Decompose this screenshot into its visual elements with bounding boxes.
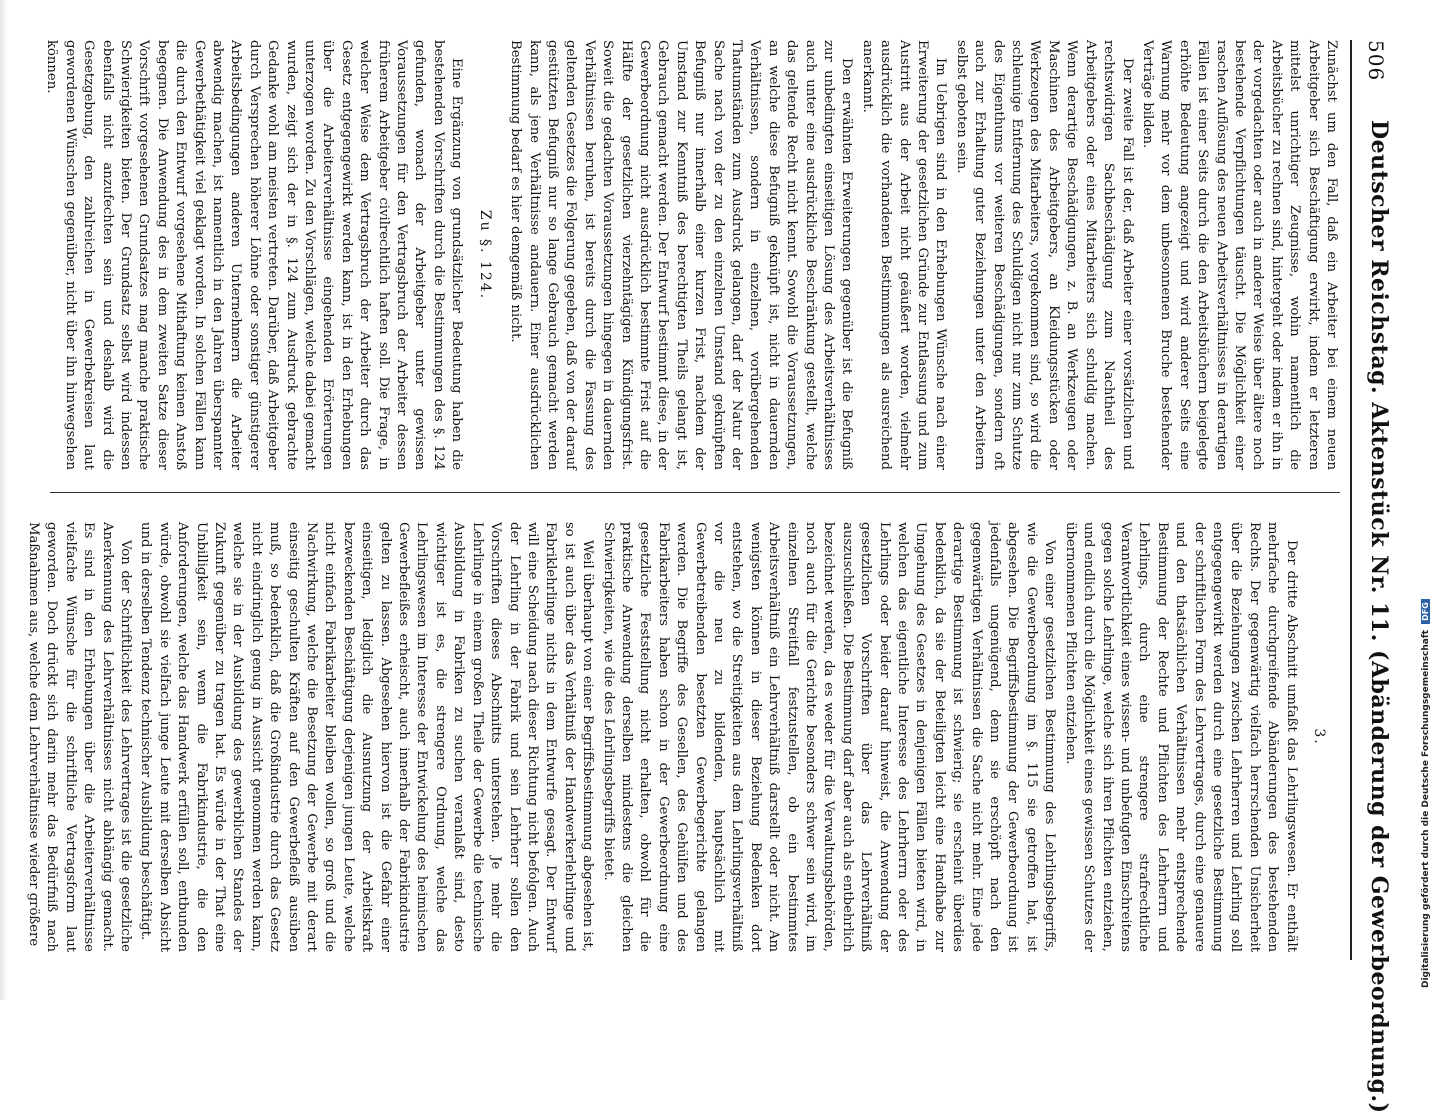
header-rule [1350, 40, 1352, 960]
rotated-document-page [16, 0, 1416, 1114]
left-paragraph-2: Der zweite Fall ist der, daß Arbeiter einer vorsätzlichen und rechtswidrigen Sachbeschädigung zum Nachtheil des Arbeitgebers oder eines Mitarbeiters sich schuldig machen. Wenn derartige Beschädigungen, z. B. an Werkzeugen oder Maschinen des Arbeitgebers, an Kleidungsstücken oder Werkzeugen des Mitarbeiters, vorgekommen sind, so wird die schleunige Entfernung des Schuldigen nicht nur zum Schutze des Eigenthums vor weiteren Beschädigungen, sondern oft auch zur Erhaltung guter Beziehungen unter den Arbeitern selbst geboten sein. [953, 40, 1135, 470]
right-paragraph-2: Von einer gesetzlichen Bestimmung des Lehrlingsbegriffs, wie die Gewerbeordnung im §. 115 sie getroffen hat, ist abgesehen. Die Begriffsbestimmung der Gewerbeordnung ist jedenfalls ungenügend, denn sie erschöpft nach den gegenwärtigen Verhältnissen die Sache nicht mehr. Eine jede derartige Bestimmung ist schwierig; sie erscheint überdies bedenklich, da sie der Beteiligten leicht eine Handhabe zur Umgehung des Gesetzes in denjenigen Fällen bieten wird, in welchen das eigentliche Interesse des Lehrherrn oder des Lehrlings oder beider darauf hinweist, die Anwendung der gesetzlichen Vorschriften über das Lehrverhältniß auszuschließen. Die Bestimmung darf aber auch als entbehrlich bezeichnet werden, da es weder für die Verwaltungsbehörden, noch auch für die Gerichte besonders schwer sein wird, im einzelnen Streitfall festzustellen, ob ein bestimmtes Arbeitsverhältniß ein Lehrverhältniß darstellt oder nicht. Am wenigsten können in dieser Beziehung Bedenken dort entstehen, wo die Streitigkeiten aus dem Lehrlingsverhältniß vor die neu zu bildenden, hauptsächlich mit Gewerbetreibenden besetzten Gewerbegerichte gelangen werden. Die Begriffe des Gesellen, des Gehülfen und des Fabrikarbeiters haben schon in der Gewerbeordnung eine gesetzliche Feststellung nicht erhalten, obwohl für die praktische Anwendung derselben mindestens die gleichen Schwierigkeiten, wie die des Lehrlingsbegriffs bietet. [600, 522, 1058, 952]
page-number: 506 [1364, 40, 1388, 82]
right-paragraph-3: Weil überhaupt von einer Begriffsbestimmung abgesehen ist, so ist auch über das Verhältniß der Handwerkerlehrlinge und Fabriklehrlinge nichts in dem Entwurfe gesagt. Der Entwurf will eine Scheidung nach dieser Richtung nicht befolgen. Auch der Lehrling in der Fabrik und sein Lehrherr sollen den Vorschriften dieses Abschnitts unterstehen. Je mehr die Lehrlinge in einem großen Theile der Gewerbe die technische Ausbildung in Fabriken zu suchen veranlaßt sind, desto wichtiger ist es, die strengere Ordnung, welche das Lehrlingswesen im Interesse der Entwickelung des heimischen Gewerbefleißes erheischt, auch innerhalb der Fabrikindustrie gelten zu lassen. Abgesehen hiervon ist die Gefahr einer einseitigen, lediglich die Ausnutzung der Arbeitskraft bezweckenden Beschäftigung derjenigen jungen Leute, welche nicht einfach Fabrikarbeiter bleiben wollen, so groß und die Nachwirkung, welche die Besetzung der Gewerbe mit derart einseitig geschulten Kräften auf den Gewerbefleiß ausüben muß, so bedenklich, daß die Großindustrie durch das Gesetz nicht eindringlich genug in Aussicht genommen werden kann, welche sie in der Ausbildung des gewerblichen Standes der Zukunft gegenüber zu tragen hat. Es würde in der That eine Unbilligkeit sein, wenn die Fabrikindustrie, die den Anforderungen, welche das Handwerk erfüllen soll, entbunden würde, obwohl sie vielfach junge Leute mit derselben Absicht und in derselben Tendenz technischer Ausbildung beschäftigt. [138, 522, 596, 952]
page-header [1356, 40, 1396, 1114]
left-section-paragraph-1: Eine Ergänzung von grundsätzlicher Bedeutung haben die bestehenden Vorschriften durch die Bestimmungen des §. 124 gefunden, wonach der Arbeitgeber unter gewissen Voraussetzungen für den Vertragsbruch der Arbeiter dessen früherem Arbeitgeber civilrechtlich haften soll. Die Frage, in welcher Weise dem Vertragsbruch der Arbeiter durch das Gesetz entgegengewirkt werden kann, ist in den Erhebungen über die Arbeiterverhältnisse eingehenden Erörterungen unterzogen worden. Zu den Vorschlägen, welche dabei gemacht wurden, zeigt sich der in §. 124 zum Ausdruck gebrachte Gedanke wohl am meisten vertreten. Darüber, daß Arbeitgeber durch Versprechen höherer Löhne oder sonstiger günstigerer Arbeitsbedingungen anderen Unternehmern die Arbeiter abwendig machen, ist namentlich in den Jahren überspannter Gewerbethätigkeit viel geklagt worden. In solchen Fällen kann die durch den Entwurf vorgesehene Mithaftung keinen Anstoß begegnen. Die Anwendung des in dem zweiten Satze dieser Vorschrift vorgesehenen Grundsatzes mag manche praktische Schwierigkeiten bieten. Der Grundsatz selbst wird indessen ebenfalls nicht anzufechten sein und deshalb wird die Gesetzgebung, den zahlreichen in Gewerbekreisen laut gewordenen Wünschen gegenüber, nicht über ihn hinwegsehen können. [44, 40, 465, 470]
right-column [25, 522, 1340, 952]
dfg-badge: DFG [1421, 599, 1430, 624]
right-paragraph-1: Der dritte Abschnitt umfaßt das Lehrlingswesen. Er enthält mehrfache durchgreifende Abänderungen des bestehenden Rechts. Der gegenwärtig vielfach herrschenden Unsicherheit über die Beziehungen zwischen Lehrherren und Lehrling soll entgegengewirkt werden durch eine gesetzliche Bestimmung der schriftlichen Form des Lehrvertrages, durch eine genauere und den thatsächlichen Verhältnissen mehr entsprechende Bestimmung der Rechte und Pflichten des Lehrherrn und Lehrlings, durch eine strengere strafrechtliche Verantwortlichkeit eines wissen- und unbefugten Einschreitens gegen solche Lehrlinge, welche sich ihren Pflichten entziehen, und endlich durch die Möglichkeit eines gewissen Schutzes der übernommenen Pflichten entziehen. [1062, 522, 1299, 952]
column-divider [50, 492, 1340, 493]
digitization-note: Digitalisierung gefördert durch die Deutsche Forschungsgemeinschaft [1421, 629, 1431, 988]
running-title: Deutscher Reichstag. Aktenstück Nr. 11. (Abänderung der Gewerbeordnung.) [1366, 120, 1392, 1114]
left-paragraph-1: Zunächst um den Fall, daß ein Arbeiter bei einem neuen Arbeitgeber sich Beschäftigung erwirkt, indem er letzteren mittelst unrichtiger Zeugnisse, wohin namentlich die Arbeitsbücher zu rechnen sind, hintergeht oder indem er ihn in der vorgedachten oder auch in anderer Weise über ältere noch bestehende Verpflichtungen täuscht. Die Möglichkeit einer raschen Auflösung des neuen Arbeitsverhältnisses in derartigen Fällen ist einer Seits durch die den Arbeitsbüchern beigelegte erhöhte Bedeutung angezeigt und wird anderer Seits eine Warnung mehr vor dem unbesonnenen Bruche bestehender Verträge bilden. [1139, 40, 1339, 470]
right-paragraph-4: Von der Schriftlichkeit des Lehrvertrages ist die gesetzliche Anerkennung des Lehrverhältnisses nicht abhängig gemacht. Es sind in den Erhebungen über die Arbeiterverhältnisse vielfache Wünsche für die schriftliche Vertragsform laut geworden. Doch drückt sich darin mehr das Bedürfniß nach Maßnahmen aus, welche dem Lehrverhältnisse wieder größere [25, 522, 133, 952]
left-column [40, 40, 1340, 470]
section-heading-3: 3. [1311, 728, 1327, 746]
left-paragraph-4: Den erwähnten Erweiterungen gegenüber ist die Befugniß zur unbedingten einseitigen Lösung des Arbeitsverhältnisses auch unter eine ausdrückliche Beschränkung gestellt, welche das geltende Recht nicht kennt. Sowohl die Voraussetzungen, an welche diese Befugniß geknüpft ist, nicht in dauernden Verhältnissen, sondern in einzelnen, vorübergehenden Thatumständen zum Ausdruck gelangen, darf der Natur der Sache nach von der zu den einzelnen Umstand geknüpften Befugniß nur innerhalb einer kurzen Frist, nachdem der Umstand zur Kenntniß des berechtigten Theils gelangt ist, Gebrauch gemacht werden. Der Entwurf bestimmt diese, in der Gewerbeordnung nicht ausdrücklich bestimmte Frist auf die Hälfte der gesetzlichen vierzehntägigen Kündigungsfrist. Soweit die gedachten Voraussetzungen hingegen in dauernden Verhältnissen beruhen, ist bereits durch die Fassung des geltenden Gesetzes die Folgerung gegeben, daß von der darauf gestützten Befugniß nur so lange Gebrauch gemacht werden kann, als jene Verhältnisse andauern. Einer ausdrücklichen Bestimmung bedarf es hier demgemäß nicht. [508, 40, 855, 470]
digitization-footer [1421, 599, 1431, 988]
section-heading-124: Zu §. 124. [476, 209, 493, 301]
scan-edge [0, 0, 8, 1000]
left-paragraph-3: Im Uebrigen sind in den Erhebungen Wünsche nach einer Erweiterung der gesetzlichen Gründe zur Entlassung und zum Austritt aus der Arbeit nicht geäußert worden, vielmehr ausdrücklich die vorhandenen Bestimmungen als ausreichend anerkannt. [859, 40, 949, 470]
